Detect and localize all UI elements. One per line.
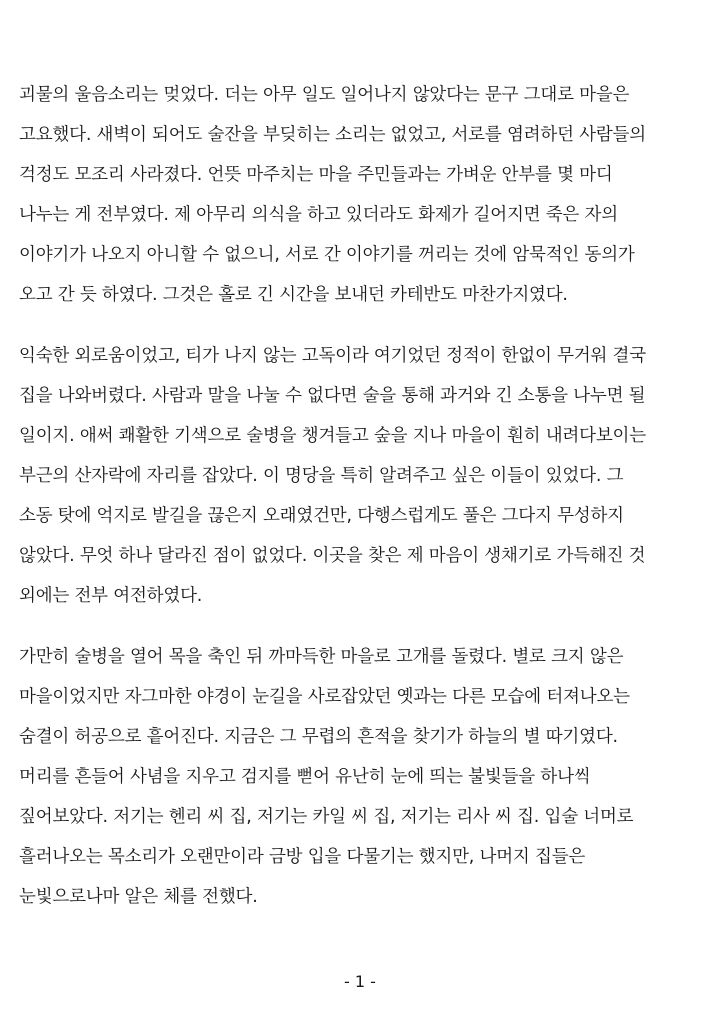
text-line: 일이지. 애써 쾌활한 기색으로 술병을 챙겨들고 숲을 지나 마을이 훤히 내려다보이는 bbox=[19, 426, 646, 446]
text-line: 걱정도 모조리 사라졌다. 언뜻 마주치는 마을 주민들과는 가벼운 안부를 몇 마디 bbox=[19, 165, 613, 185]
text-line: 고요했다. 새벽이 되어도 술잔을 부딪히는 소리는 없었고, 서로를 염려하던 사람들의 bbox=[19, 125, 646, 145]
paragraph-3 bbox=[19, 637, 709, 917]
text-line: 나누는 게 전부였다. 제 아무리 의식을 하고 있더라도 화제가 길어지면 죽은 자의 bbox=[19, 205, 618, 225]
text-line: 익숙한 외로움이었고, 티가 나지 않는 고독이라 여기었던 정적이 한없이 무거워 결국 bbox=[19, 346, 646, 366]
text-line: 흘러나오는 목소리가 오랜만이라 금방 입을 다물기는 했지만, 나머지 집들은 bbox=[19, 847, 586, 867]
page-number: - 1 - bbox=[344, 972, 376, 991]
text-line: 마을이었지만 자그마한 야경이 눈길을 사로잡았던 옛과는 다른 모습에 터져나오는 bbox=[19, 687, 630, 707]
text-line: 가만히 술병을 열어 목을 축인 뒤 까마득한 마을로 고개를 돌렸다. 별로 크지 않은 bbox=[19, 647, 624, 667]
text-line: 소동 탓에 억지로 발길을 끊은지 오래였건만, 다행스럽게도 풀은 그다지 무성하지 bbox=[19, 506, 624, 526]
text-line: 괴물의 울음소리는 멎었다. 더는 아무 일도 일어나지 않았다는 문구 그대로 마을은 bbox=[19, 85, 630, 105]
text-line: 짚어보았다. 저기는 헨리 씨 집, 저기는 카일 씨 집, 저기는 리사 씨 집. 입술 너머로 bbox=[19, 807, 634, 827]
text-line: 오고 간 듯 하였다. 그것은 홀로 긴 시간을 보내던 카테반도 마찬가지였다. bbox=[19, 285, 568, 305]
text-line: 외에는 전부 여전하였다. bbox=[19, 586, 203, 606]
paragraph-2 bbox=[19, 336, 709, 616]
text-line: 집을 나와버렸다. 사람과 말을 나눌 수 없다면 술을 통해 과거와 긴 소통을 나누면 될 bbox=[19, 386, 646, 406]
paragraph-1 bbox=[19, 75, 709, 315]
text-line: 머리를 흔들어 사념을 지우고 검지를 뻗어 유난히 눈에 띄는 불빛들을 하나씩 bbox=[19, 767, 591, 787]
text-line: 숨결이 허공으로 흩어진다. 지금은 그 무렵의 흔적을 찾기가 하늘의 별 따기였다. bbox=[19, 727, 618, 747]
text-line: 부근의 산자락에 자리를 잡았다. 이 명당을 특히 알려주고 싶은 이들이 있었다. 그 bbox=[19, 466, 624, 486]
text-line: 않았다. 무엇 하나 달라진 점이 없었다. 이곳을 찾은 제 마음이 생채기로 가득해진 것 bbox=[19, 546, 646, 566]
text-line: 눈빛으로나마 알은 체를 전했다. bbox=[19, 887, 258, 907]
text-line: 이야기가 나오지 아니할 수 없으니, 서로 간 이야기를 꺼리는 것에 암묵적인 동의가 bbox=[19, 245, 635, 265]
